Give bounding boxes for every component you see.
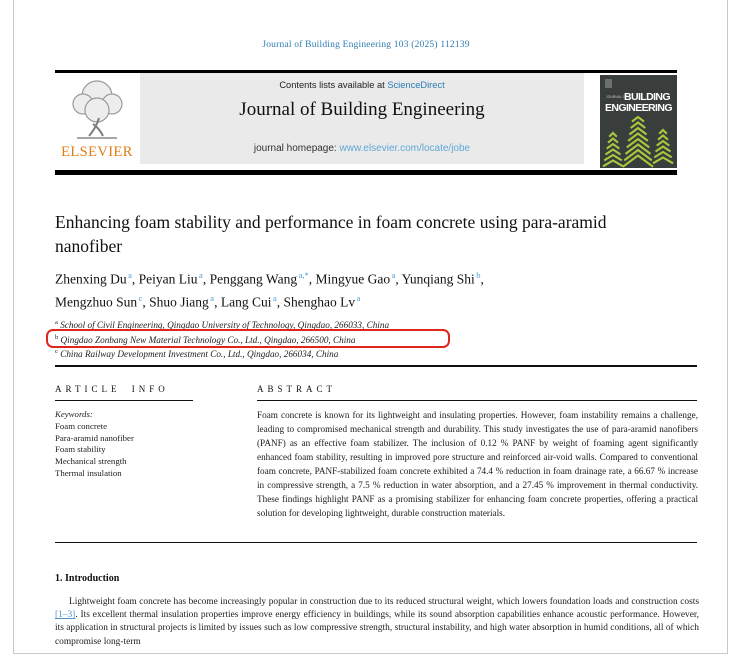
elsevier-wordmark: ELSEVIER (61, 144, 133, 160)
article-info-heading: ARTICLE INFO (55, 384, 169, 394)
section-divider-bottom (55, 542, 697, 543)
keyword-item: Foam concrete (55, 420, 108, 431)
author-affiliation-superscript[interactable]: a,* (298, 270, 309, 280)
elsevier-logo[interactable] (55, 76, 139, 166)
keyword-item: Mechanical strength (55, 456, 127, 467)
author-affiliation-superscript[interactable]: a (391, 270, 396, 280)
journal-citation[interactable]: Journal of Building Engineering 103 (2025) 112139 (262, 40, 470, 50)
affiliation-line: $^c$ China Railway Development Investment Co., Ltd., Qingdao, 266034, China (55, 348, 339, 360)
keywords-label: Keywords: (55, 409, 93, 419)
elsevier-tree-icon (57, 76, 137, 146)
article-info-rule (55, 400, 193, 401)
author-affiliation-superscript[interactable]: b (476, 270, 481, 280)
article-title: Enhancing foam stability and performance in foam concrete using para-aramid nanofiber (55, 212, 607, 256)
abstract-rule (257, 400, 697, 401)
sciencedirect-link[interactable]: ScienceDirect (387, 80, 445, 90)
journal-title: Journal of Building Engineering (239, 99, 485, 120)
keywords-items (55, 421, 235, 480)
affiliation-superscript: a (55, 319, 58, 326)
journal-cover-art (600, 75, 677, 168)
author-list (55, 266, 655, 311)
affiliation-highlight-box (46, 329, 450, 348)
contents-line (140, 80, 584, 90)
author-line: Zhenxing Du $^a$, Peiyan Liu $^a$, Penggang Wang $^{a,*}$, Mingyue Gao $^a$, Yunqiang Shi $^b$, (55, 270, 484, 287)
keyword-item: Thermal insulation (55, 467, 122, 478)
cover-line-small: JOURNAL OF (606, 95, 628, 99)
affiliation-superscript: c (55, 348, 58, 356)
journal-cover-thumbnail[interactable] (600, 75, 677, 168)
keyword-item: Foam stability (55, 444, 106, 455)
homepage-line (140, 143, 584, 154)
cover-line2: ENGINEERING (605, 102, 672, 114)
affiliation-list (55, 317, 675, 361)
intro-text-before: Lightweight foam concrete has become increasingly popular in construction due to its reduced structural weight, which lowers foundation loads and construction costs (69, 597, 699, 607)
section-divider-top (55, 365, 697, 367)
affiliation-line: $^b$ Qingdao Zonbang New Material Technology Co., Ltd., Qingdao, 266500, China (55, 332, 675, 347)
author-affiliation-superscript[interactable]: a (199, 270, 203, 280)
keywords-block (55, 409, 235, 480)
author-affiliation-superscript[interactable]: a (356, 292, 361, 303)
introduction-heading: 1. Introduction (55, 573, 120, 584)
author-affiliation-superscript[interactable]: a (272, 292, 277, 303)
affiliation-superscript: b (55, 333, 59, 341)
affiliation-line: $^a$ School of Civil Engineering, Qingdao University of Technology, Qingdao, 266033, China (55, 319, 390, 331)
author-affiliation-superscript[interactable]: a (128, 270, 132, 280)
intro-text-after: . Its excellent thermal insulation properties improve energy efficiency in buildings, while its sound absorption capabilities enhance acoustic performance. However, its application in structural projects is limited by issues such as low compressive strength, structural instability, and high water absorption in humid conditions, all of which compromise long-term (55, 610, 699, 647)
keyword-item: Para-aramid nanofiber (55, 432, 134, 443)
cover-line1: BUILDING (624, 91, 670, 103)
banner-bottom-rule (55, 170, 677, 175)
introduction-paragraph (55, 596, 699, 649)
author-line: Mengzhuo Sun $^c$, Shuo Jiang $^a$, Lang Cui $^a$, Shenghao Lv $^a$ (55, 292, 361, 309)
homepage-prefix: journal homepage: (253, 143, 340, 154)
author-affiliation-superscript[interactable]: a (210, 292, 215, 303)
author-affiliation-superscript[interactable]: c (138, 292, 143, 303)
homepage-url-link[interactable]: www.elsevier.com/locate/jobe (339, 143, 471, 154)
reference-link-1-3[interactable]: [1–3] (55, 610, 76, 621)
contents-prefix: Contents lists available at (279, 80, 388, 90)
abstract-text: Foam concrete is known for its lightweight and insulating properties. However, foam instability remains a challenge, leading to compromised mechanical strength and durability. This study investigates the use of para-aramid nanofibers (PANF) as an effective foam stabilizer. The inclusion of 0.12 % PANF by weight of foaming agent significantly enhanced foam stability, resulting in improved pore structure and reinforced air-void walls. Compared to conventional foam concrete, PANF-stabilized foam concrete exhibited a 74.4 % reduction in foam drainage rate, a 66.67 % increase in compressive strength, a 7.5 % reduction in water absorption, and a 27.45 % improvement in thermal conductivity. These findings highlight PANF as a promising stabilizer for enhancing foam concrete properties, offering a practical solution for developing lightweight, durable construction materials. (257, 410, 698, 518)
abstract-heading: ABSTRACT (257, 384, 337, 394)
